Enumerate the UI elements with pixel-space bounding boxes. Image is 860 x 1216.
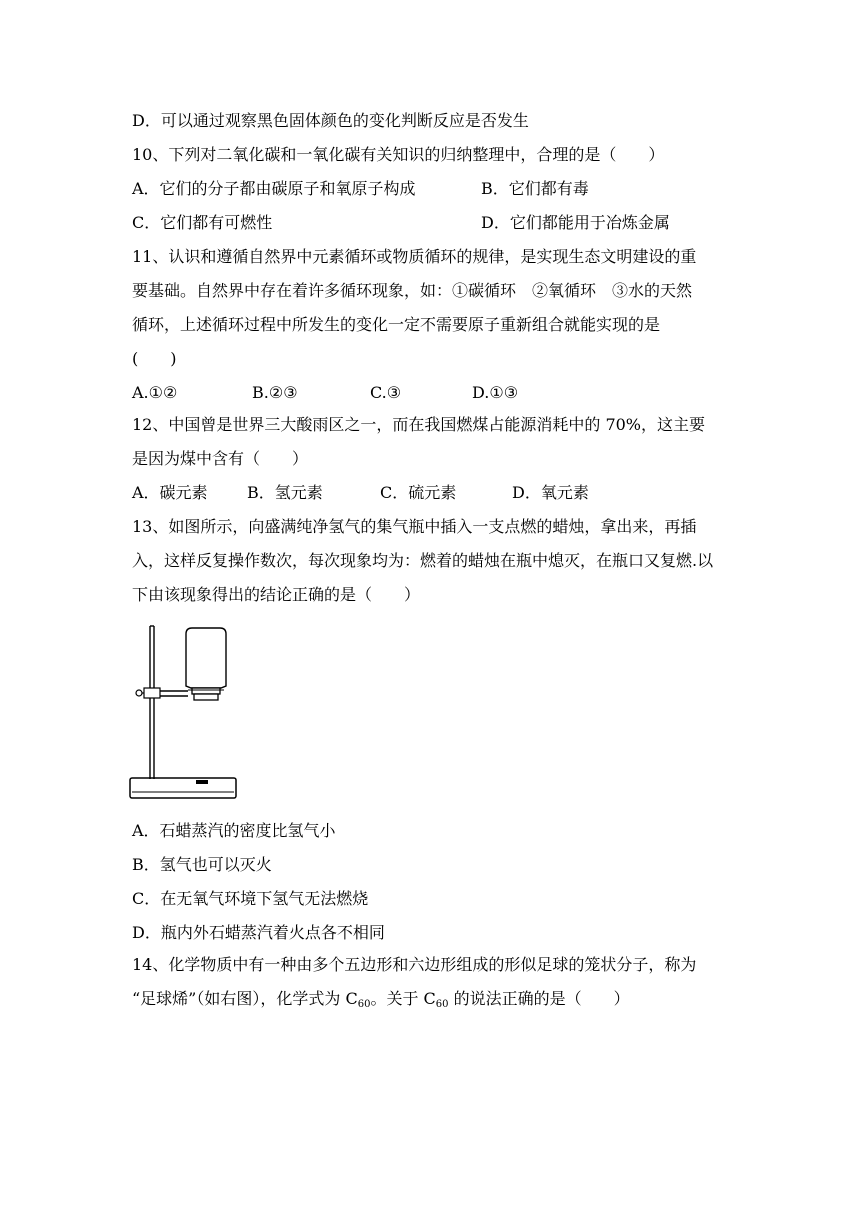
clamp-icon: [136, 688, 188, 698]
q12-option-d: D．氧元素: [512, 483, 589, 502]
q11-stem-line-3: 循环，上述循环过程中所发生的变化一定不需要原子重新组合就能实现的是: [132, 315, 661, 334]
q13-option-c: C．在无氧气环境下氢气无法燃烧: [132, 889, 369, 908]
q11-option-d: D.①③: [472, 383, 519, 402]
q11-stem-line-1: 11、认识和遵循自然界中元素循环或物质循环的规律，是实现生态文明建设的重: [132, 247, 697, 266]
q12-option-a: A．碳元素: [132, 483, 208, 502]
q13-stem-line-3: 下由该现象得出的结论正确的是（ ）: [132, 585, 421, 604]
q12-stem-line-2: 是因为煤中含有（ ）: [132, 449, 309, 468]
q13-apparatus-figure: [126, 622, 256, 804]
q13-option-b: B．氢气也可以灭火: [132, 855, 272, 874]
q13-stem-line-1: 13、如图所示，向盛满纯净氢气的集气瓶中插入一支点燃的蜡烛，拿出来，再插: [132, 517, 697, 536]
q13-option-d: D．瓶内外石蜡蒸汽着火点各不相同: [132, 923, 385, 942]
q11-option-b: B.②③: [252, 383, 298, 402]
q14-stem-line-1: 14、化学物质中有一种由多个五边形和六边形组成的形似足球的笼状分子，称为: [132, 955, 697, 974]
q10-option-d: D．它们都能用于冶炼金属: [481, 213, 670, 232]
q14-stem-line-2: [132, 989, 630, 1015]
c60-subscript: 60: [435, 999, 449, 1010]
q11-stem-line-4: ( ): [132, 349, 177, 368]
q11-stem-line-2: 要基础。自然界中存在着许多循环现象，如：①碳循环 ②氧循环 ③水的天然: [132, 281, 693, 300]
q13-stem-line-2: 入，这样反复操作数次，每次现象均为：燃着的蜡烛在瓶中熄灭，在瓶口又复燃.以: [132, 551, 714, 570]
iron-stand-candle-diagram: [126, 622, 256, 804]
q14-text-b: 。关于 C: [370, 989, 436, 1008]
q11-option-a: A.①②: [132, 383, 178, 402]
q12-option-b: B．氢元素: [247, 483, 323, 502]
q10-stem: 10、下列对二氧化碳和一氧化碳有关知识的归纳整理中，合理的是（ ）: [132, 145, 665, 164]
q14-text-c: 的说法正确的是（ ）: [448, 989, 630, 1008]
q12-stem-line-1: 12、中国曾是世界三大酸雨区之一，而在我国燃煤占能源消耗中的 70%，这主要: [132, 415, 706, 434]
q12-option-c: C．硫元素: [380, 483, 457, 502]
iron-stand-rod: [150, 626, 154, 779]
q10-option-a: A．它们的分子都由碳原子和氧原子构成: [132, 179, 416, 198]
q14-text-a: “足球烯”（如右图），化学式为 C: [132, 989, 358, 1008]
q9-option-d: D．可以通过观察黑色固体颜色的变化判断反应是否发生: [132, 111, 529, 130]
q10-option-b: B．它们都有毒: [481, 179, 589, 198]
iron-stand-base: [130, 778, 236, 798]
q10-option-c: C．它们都有可燃性: [132, 213, 273, 232]
gas-jar-icon: [186, 628, 226, 700]
q13-option-a: A．石蜡蒸汽的密度比氢气小: [132, 821, 336, 840]
q11-option-c: C.③: [370, 383, 402, 402]
c60-subscript: 60: [357, 999, 371, 1010]
